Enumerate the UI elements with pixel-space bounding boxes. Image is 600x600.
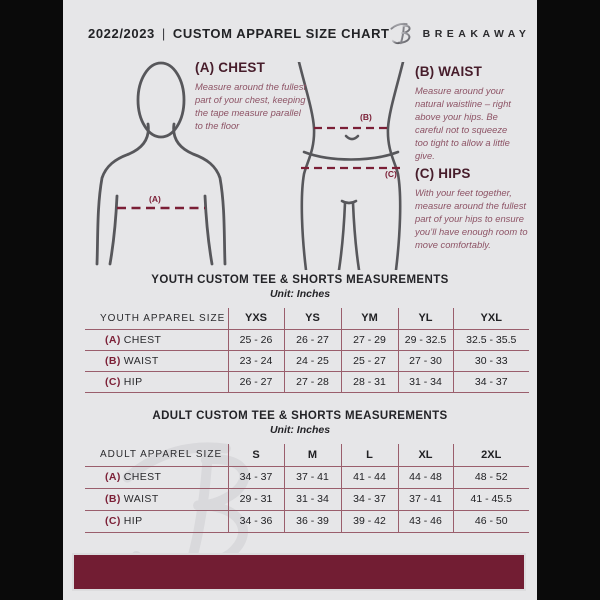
table-row — [85, 371, 529, 392]
youth-table-title: YOUTH CUSTOM TEE & SHORTS MEASUREMENTS — [151, 274, 449, 286]
measurement-value: 41 - 44 — [341, 466, 398, 488]
title-separator: | — [161, 26, 166, 41]
right-hip-outline — [388, 62, 403, 270]
size-column-header: YXS — [228, 308, 284, 329]
size-column-header: XL — [398, 444, 453, 466]
instruction-chest-heading: (A) CHEST — [195, 60, 266, 75]
size-column-header: M — [284, 444, 341, 466]
size-table-label-header: YOUTH APPAREL SIZE — [85, 308, 228, 329]
brand-name: BREAKAWAY — [422, 27, 531, 40]
adult-measurements-section — [63, 410, 537, 533]
breakaway-b-logo-icon — [390, 20, 415, 47]
brand-lockup — [390, 20, 531, 47]
measurement-value: 34 - 36 — [228, 510, 284, 532]
row-label-prefix: (C) — [105, 515, 121, 527]
measurement-value: 29 - 32.5 — [398, 329, 453, 350]
measurement-value: 31 - 34 — [284, 488, 341, 510]
measurement-value: 34 - 37 — [453, 371, 529, 392]
row-label: (C) HIP — [85, 371, 228, 392]
row-label-prefix: (B) — [105, 493, 121, 505]
title-year: 2022/2023 — [88, 26, 155, 41]
row-label: (A) CHEST — [85, 329, 228, 350]
youth-table-unit: Unit: Inches — [269, 288, 331, 300]
measurement-value: 26 - 27 — [284, 329, 341, 350]
instruction-chest — [195, 60, 311, 133]
measurement-value: 43 - 46 — [398, 510, 453, 532]
left-body-side — [110, 196, 117, 264]
instruction-hips-text: With your feet together, measure around the fullest part of your hips to ensure you’ll have enough room to move comfortably. — [415, 187, 528, 250]
table-row — [85, 350, 529, 371]
measurement-value: 30 - 33 — [453, 350, 529, 371]
row-label-prefix: (C) — [105, 375, 121, 388]
instruction-hips-heading: (C) HIPS — [415, 166, 471, 181]
size-column-header: YS — [284, 308, 341, 329]
measurement-value: 24 - 25 — [284, 350, 341, 371]
measurement-value: 25 - 26 — [228, 329, 284, 350]
left-shoulder-arm — [97, 124, 148, 264]
title-text: CUSTOM APPAREL SIZE CHART — [172, 26, 390, 41]
table-row — [85, 488, 529, 510]
measurement-value: 28 - 31 — [341, 371, 398, 392]
size-column-header: 2XL — [453, 444, 529, 466]
measurement-value: 48 - 52 — [453, 466, 529, 488]
size-chart-document — [63, 0, 537, 600]
measurement-value: 29 - 31 — [228, 488, 284, 510]
marker-b: (B) — [360, 112, 372, 122]
size-column-header: YM — [341, 308, 398, 329]
header — [88, 20, 531, 47]
youth-measurements-section — [63, 274, 537, 393]
row-label: (C) HIP — [85, 510, 228, 532]
size-column-header: L — [341, 444, 398, 466]
adult-table-unit: Unit: Inches — [269, 424, 331, 436]
measurement-value: 31 - 34 — [398, 371, 453, 392]
right-inner-leg — [353, 203, 359, 270]
table-row — [85, 510, 529, 532]
size-table-label-header: ADULT APPAREL SIZE — [85, 444, 228, 466]
waistband-curve — [304, 152, 398, 160]
footer-bar — [72, 553, 526, 591]
measurement-value: 27 - 29 — [341, 329, 398, 350]
row-label-prefix: (B) — [105, 354, 121, 367]
measurement-value: 36 - 39 — [284, 510, 341, 532]
instruction-chest-text: Measure around the fullest part of your chest, keeping the tape measure parallel to the floor — [195, 81, 307, 131]
table-row — [85, 329, 529, 350]
measurement-value: 44 - 48 — [398, 466, 453, 488]
row-label-prefix: (A) — [105, 471, 121, 483]
row-label: (A) CHEST — [85, 466, 228, 488]
measurement-value: 25 - 27 — [341, 350, 398, 371]
marker-c: (C) — [385, 169, 397, 179]
right-body-side — [205, 196, 212, 264]
measurement-value: 39 - 42 — [341, 510, 398, 532]
instruction-hips — [415, 166, 529, 252]
measurement-value: 37 - 41 — [284, 466, 341, 488]
size-column-header: S — [228, 444, 284, 466]
measurement-value: 23 - 24 — [228, 350, 284, 371]
right-shoulder-arm — [174, 124, 225, 264]
page-title — [88, 26, 390, 41]
measurement-value: 34 - 37 — [341, 488, 398, 510]
table-row — [85, 466, 529, 488]
table-header-row — [85, 444, 529, 466]
size-column-header: YL — [398, 308, 453, 329]
measurement-value: 34 - 37 — [228, 466, 284, 488]
row-label-prefix: (A) — [105, 333, 121, 346]
measurement-value: 37 - 41 — [398, 488, 453, 510]
measurement-value: 46 - 50 — [453, 510, 529, 532]
head-outline — [138, 63, 184, 137]
size-column-header: YXL — [453, 308, 529, 329]
measurement-value: 26 - 27 — [228, 371, 284, 392]
navel-mark — [346, 136, 358, 139]
marker-a: (A) — [149, 194, 161, 204]
measurement-value: 32.5 - 35.5 — [453, 329, 529, 350]
instruction-waist-heading: (B) WAIST — [415, 64, 483, 79]
adult-size-table — [85, 444, 529, 533]
row-label: (B) WAIST — [85, 488, 228, 510]
measurement-value: 41 - 45.5 — [453, 488, 529, 510]
measurement-value: 27 - 28 — [284, 371, 341, 392]
table-header-row — [85, 308, 529, 329]
youth-size-table — [85, 308, 529, 393]
row-label: (B) WAIST — [85, 350, 228, 371]
measurement-value: 27 - 30 — [398, 350, 453, 371]
instruction-waist — [415, 64, 519, 163]
adult-table-title: ADULT CUSTOM TEE & SHORTS MEASUREMENTS — [152, 410, 448, 422]
instruction-waist-text: Measure around your natural waistline – right above your hips. Be careful not to squeeze too tight to allow a little give. — [415, 85, 511, 161]
left-inner-leg — [339, 203, 345, 270]
